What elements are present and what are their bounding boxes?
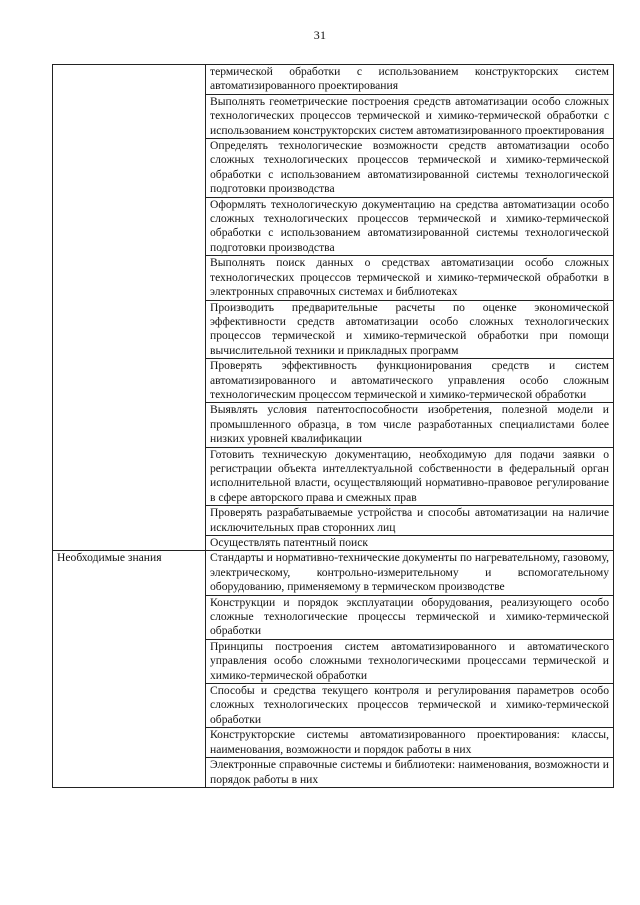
section-label-empty	[53, 506, 206, 536]
requirement-text: Выявлять условия патентоспособности изобретения, полезной модели и промышленного образца, в том числе разработанных специалистами более низких уровней квалификации	[206, 403, 614, 447]
requirement-text: Оформлять технологическую документацию на средства автоматизации особо сложных технологических процессов термической и химико-термической обработки с использованием автоматизированной системы технологической подготовки производства	[206, 197, 614, 256]
requirement-text: термической обработки с использованием конструкторских систем автоматизированного проектирования	[206, 65, 614, 95]
table-row	[53, 684, 614, 728]
table-row	[53, 94, 614, 138]
table-row	[53, 758, 614, 788]
requirement-text: Определять технологические возможности средств автоматизации особо сложных технологических процессов термической и химико-термической обработки с использованием автоматизированной системы технологической подготовки производства	[206, 139, 614, 198]
table-row	[53, 300, 614, 359]
table-row	[53, 139, 614, 198]
table-row	[53, 506, 614, 536]
section-label-empty	[53, 728, 206, 758]
section-label-empty	[53, 403, 206, 447]
table-row	[53, 359, 614, 403]
section-label-empty	[53, 684, 206, 728]
section-label-empty	[53, 94, 206, 138]
section-label-empty	[53, 536, 206, 551]
section-label: Необходимые знания	[53, 551, 206, 595]
table-row	[53, 447, 614, 506]
requirement-text: Конструкции и порядок эксплуатации оборудования, реализующего особо сложные технологические процессы термической и химико-термической обработки	[206, 595, 614, 639]
section-label-empty	[53, 359, 206, 403]
requirement-text: Выполнять геометрические построения средств автоматизации особо сложных технологических процессов термической и химико-термической обработки с использованием конструкторских систем автоматизированного проектирования	[206, 94, 614, 138]
requirement-text: Проверять разрабатываемые устройства и способы автоматизации на наличие исключительных прав сторонних лиц	[206, 506, 614, 536]
section-label-empty	[53, 197, 206, 256]
table-row	[53, 728, 614, 758]
requirement-text: Способы и средства текущего контроля и регулирования параметров особо сложных технологических процессов термической и химико-термической обработки	[206, 684, 614, 728]
requirement-text: Проверять эффективность функционирования средств и систем автоматизированного и автоматического управления особо сложным технологическим процессом термической и химико-термической обработки	[206, 359, 614, 403]
page-number: 31	[313, 28, 327, 42]
table-row	[53, 595, 614, 639]
requirement-text: Производить предварительные расчеты по оценке экономической эффективности средств автоматизации особо сложных технологических процессов термической и химико-термической обработки при помощи вычислительной техники и прикладных программ	[206, 300, 614, 359]
section-label-empty	[53, 300, 206, 359]
table-row	[53, 551, 614, 595]
requirement-text: Выполнять поиск данных о средствах автоматизации особо сложных технологических процессов термической и химико-термической обработки в электронных справочных системах и библиотеках	[206, 256, 614, 300]
section-label-empty	[53, 139, 206, 198]
requirement-text: Конструкторские системы автоматизированного проектирования: классы, наименования, возможности и порядок работы в них	[206, 728, 614, 758]
requirements-table	[52, 64, 614, 788]
section-label-empty	[53, 595, 206, 639]
table-row	[53, 403, 614, 447]
table-row	[53, 65, 614, 95]
requirement-text: Электронные справочные системы и библиотеки: наименования, возможности и порядок работы в них	[206, 758, 614, 788]
requirement-text: Стандарты и нормативно-технические документы по нагревательному, газовому, электрическому, контрольно-измерительному и вспомогательному оборудованию, применяемому в термическом производстве	[206, 551, 614, 595]
table-row	[53, 197, 614, 256]
section-label-empty	[53, 639, 206, 683]
table-row	[53, 536, 614, 551]
section-label-empty	[53, 256, 206, 300]
requirement-text: Принципы построения систем автоматизированного и автоматического управления особо сложными технологическими процессами термической и химико-термической обработки	[206, 639, 614, 683]
table-row	[53, 256, 614, 300]
section-label-empty	[53, 65, 206, 95]
section-label-empty	[53, 758, 206, 788]
section-label-empty	[53, 447, 206, 506]
requirement-text: Осуществлять патентный поиск	[206, 536, 614, 551]
requirement-text: Готовить техническую документацию, необходимую для подачи заявки о регистрации объекта интеллектуальной собственности в федеральный орган исполнительной власти, осуществляющий нормативно-правовое регулирование в сфере авторского права и смежных прав	[206, 447, 614, 506]
table-row	[53, 639, 614, 683]
